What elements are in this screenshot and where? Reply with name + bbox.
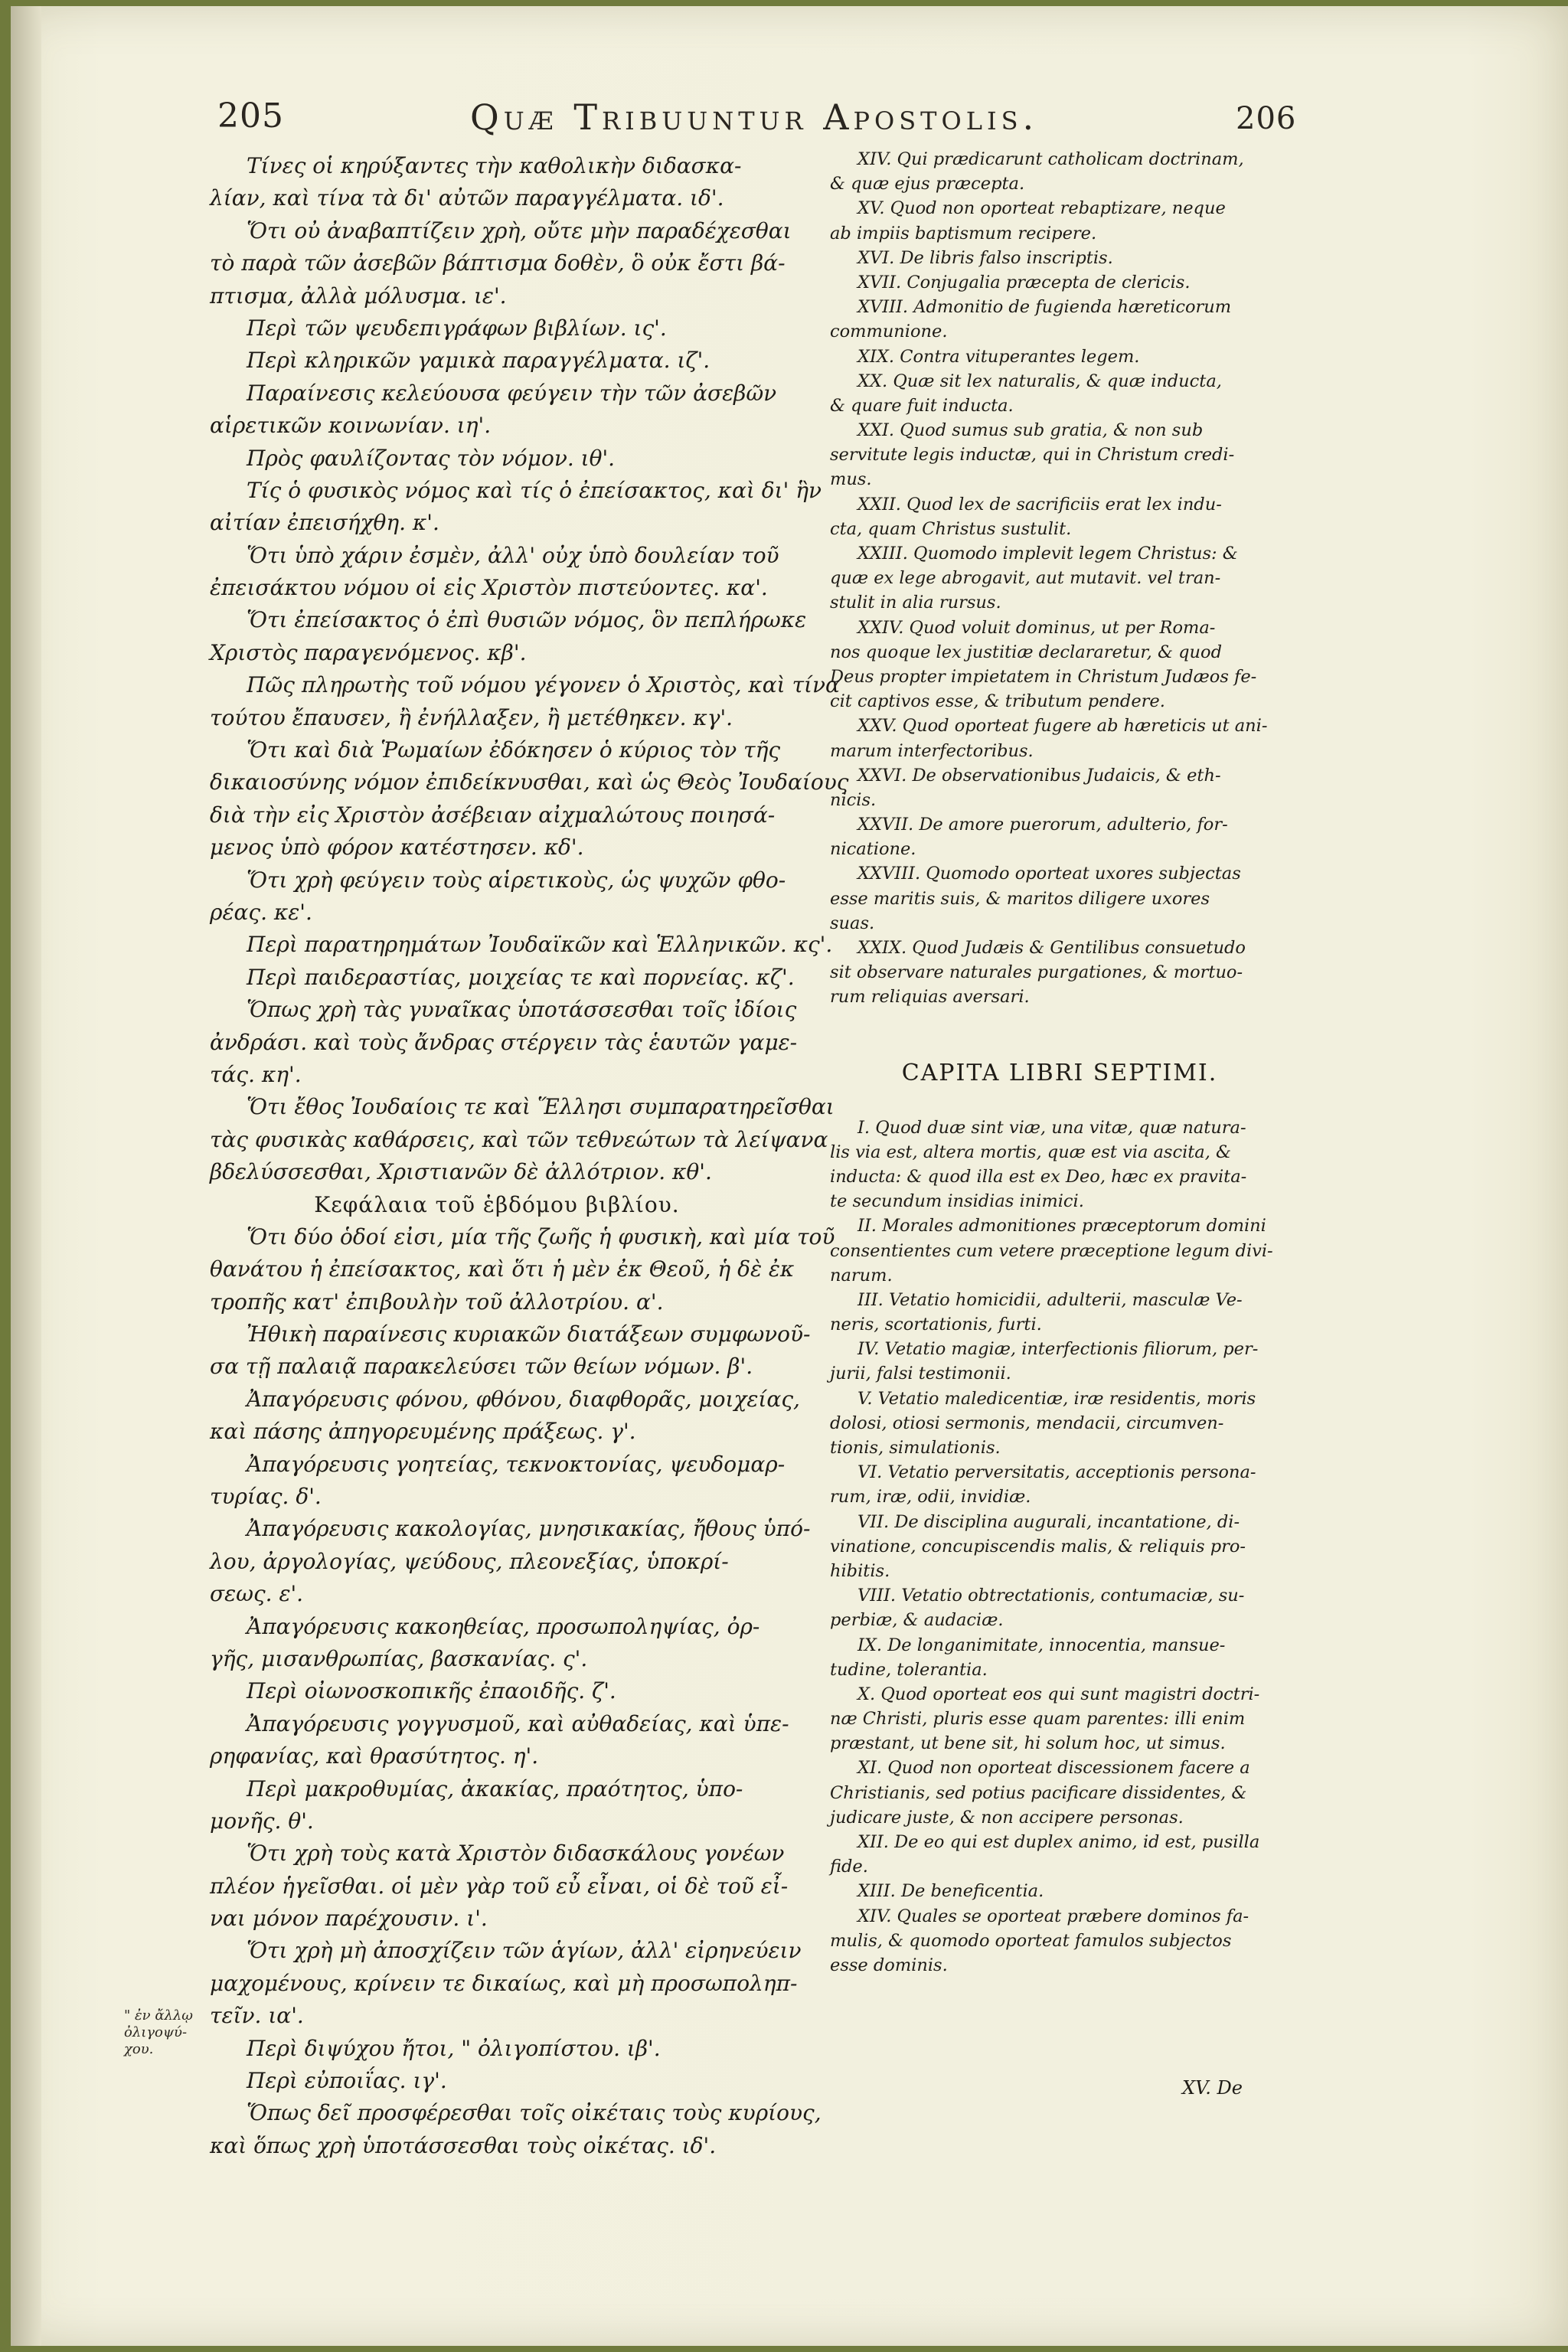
latin-line: nicis. — [830, 789, 877, 810]
latin-line: mulis, & quomodo oporteat famulos subjectos — [830, 1930, 1232, 1951]
greek-line: Παραίνεσις κελεύουσα φεύγειν τὴν τῶν ἀσεβῶν — [247, 380, 777, 406]
latin-line: te secundum insidias inimici. — [830, 1191, 1084, 1212]
latin-line: cit captivos esse, & tributum pendere. — [830, 691, 1165, 712]
greek-line: καὶ ὅπως χρὴ ὑποτάσσεσθαι τοὺς οἰκέτας. ιδ'. — [210, 2132, 717, 2158]
greek-line: πτισμα, ἀλλὰ μόλυσμα. ιε'. — [210, 283, 507, 309]
latin-line: XXVI. De observationibus Judaicis, & eth- — [858, 765, 1221, 786]
greek-line: Ὅτι ἐπείσακτος ὁ ἐπὶ θυσιῶν νόμος, ὃν πεπλήρωκε — [247, 607, 807, 633]
latin-line: II. Morales admonitiones præceptorum domini — [858, 1216, 1266, 1236]
greek-line: Περὶ παρατηρημάτων Ἰουδαϊκῶν καὶ Ἑλληνικῶν. κς'. — [247, 932, 833, 958]
greek-line: θανάτου ἡ ἐπείσακτος, καὶ ὅτι ἡ μὲν ἐκ Θεοῦ, ἡ δὲ ἐκ — [210, 1256, 795, 1282]
latin-line: I. Quod duæ sint viæ, una vitæ, quæ natura- — [858, 1117, 1246, 1138]
latin-line: præstant, ut bene sit, hi solum hoc, ut simus. — [830, 1733, 1226, 1754]
latin-line: sit observare naturales purgationes, & mortuo- — [830, 962, 1243, 983]
latin-line: XXII. Quod lex de sacrificiis erat lex indu- — [858, 494, 1222, 514]
running-header — [217, 89, 1297, 138]
greek-line: Ὅτι δύο ὁδοί εἰσι, μία τῆς ζωῆς ἡ φυσικὴ, καὶ μία τοῦ — [247, 1223, 835, 1250]
latin-line: XXVII. De amore puerorum, adulterio, for- — [858, 815, 1228, 835]
latin-line: XX. Quæ sit lex naturalis, & quæ inducta, — [858, 371, 1222, 391]
greek-line: Περὶ εὐποιΐας. ιγ'. — [247, 2068, 447, 2094]
latin-line: communione. — [830, 322, 948, 342]
latin-line: tionis, simulationis. — [830, 1438, 1001, 1458]
greek-line: Ὅτι χρὴ μὴ ἀποσχίζειν τῶν ἁγίων, ἀλλ' εἰρηνεύειν — [247, 1938, 802, 1964]
greek-line: Ἀπαγόρευσις κακολογίας, μνησικακίας, ἤθους ὑπό- — [247, 1516, 811, 1542]
section-gap — [830, 1010, 1274, 1047]
book-page — [11, 6, 1568, 2346]
running-title: Quæ Tribuuntur Apostolis. — [470, 96, 1039, 138]
greek-line: μαχομένους, κρίνειν τε δικαίως, καὶ μὴ προσωποληπ- — [210, 1970, 798, 1996]
section-gap — [830, 1100, 1274, 1116]
greek-line: Ὅτι χρὴ τοὺς κατὰ Χριστὸν διδασκάλους γονέων — [247, 1841, 785, 1867]
latin-line: rum, iræ, odii, invidiæ. — [830, 1487, 1031, 1508]
left-page-number: 205 — [217, 96, 284, 136]
greek-line: σα τῇ παλαιᾷ παρακελεύσει τῶν θείων νόμων. β'. — [210, 1354, 753, 1380]
greek-line: τὰς φυσικὰς καθάρσεις, καὶ τῶν τεθνεώτων τὰ λείψανα — [210, 1126, 828, 1152]
greek-line: καὶ πάσης ἀπηγορευμένης πράξεως. γ'. — [210, 1419, 636, 1445]
greek-line: αἱρετικῶν κοινωνίαν. ιη'. — [210, 413, 492, 439]
greek-line: Χριστὸς παραγενόμενος. κβ'. — [210, 639, 527, 665]
latin-line: V. Vetatio maledicentiæ, iræ residentis, moris — [858, 1388, 1256, 1409]
greek-line: Περὶ διψύχου ἤτοι, " ὀλιγοπίστου. ιβ'. — [247, 2035, 661, 2061]
greek-line: Ὅτι καὶ διὰ Ῥωμαίων ἐδόκησεν ὁ κύριος τὸν τῆς — [247, 737, 781, 763]
greek-line: Ἀπαγόρευσις κακοηθείας, προσωποληψίας, ὀρ- — [247, 1613, 760, 1639]
latin-column — [830, 147, 1274, 1978]
greek-line: μενος ὑπὸ φόρον κατέστησεν. κδ'. — [210, 835, 584, 861]
greek-line: αἰτίαν ἐπεισήχθη. κ'. — [210, 510, 439, 536]
greek-line: Περὶ παιδεραστίας, μοιχείας τε καὶ πορνείας. κζ'. — [247, 964, 795, 990]
latin-line: XVII. Conjugalia præcepta de clericis. — [858, 272, 1191, 292]
latin-line: nicatione. — [830, 839, 916, 860]
greek-line: τούτου ἔπαυσεν, ἢ ἐνήλλαξεν, ἢ μετέθηκεν. κγ'. — [210, 704, 733, 730]
latin-line: esse maritis suis, & maritos diligere uxores — [830, 888, 1210, 909]
latin-line: & quare fuit inducta. — [830, 395, 1014, 416]
latin-line: narum. — [830, 1265, 893, 1285]
latin-line: XIV. Quales se oporteat præbere dominos fa- — [858, 1906, 1250, 1926]
latin-line: XV. Quod non oporteat rebaptizare, neque — [858, 198, 1226, 219]
greek-line: δικαιοσύνης νόμον ἐπιδείκνυσθαι, καὶ ὡς Θεὸς Ἰουδαίους — [210, 769, 849, 795]
greek-line: Ὅπως δεῖ προσφέρεσθαι τοῖς οἰκέταις τοὺς κυρίους, — [247, 2100, 822, 2126]
latin-line: servitute legis inductæ, qui in Christum credi- — [830, 445, 1235, 466]
greek-line: Περὶ μακροθυμίας, ἀκακίας, πραότητος, ὑπο- — [247, 1775, 743, 1802]
greek-line: διὰ τὴν εἰς Χριστὸν ἀσέβειαν αἰχμαλώτους ποιησά- — [210, 802, 776, 828]
latin-line: XXIX. Quod Judæis & Gentilibus consuetudo — [858, 938, 1246, 958]
latin-line: IV. Vetatio magiæ, interfectionis filiorum, per- — [858, 1339, 1259, 1360]
greek-line: σεως. ε'. — [210, 1581, 304, 1607]
latin-line: XI. Quod non oporteat discessionem facere a — [858, 1758, 1250, 1779]
greek-line: Ἠθικὴ παραίνεσις κυριακῶν διατάξεων συμφωνοῦ- — [247, 1321, 811, 1348]
margin-note-line: χου. — [124, 2041, 154, 2057]
greek-line: Τίς ὁ φυσικὸς νόμος καὶ τίς ὁ ἐπείσακτος, καὶ δι' ἣν — [247, 477, 822, 503]
latin-line: & quæ ejus præcepta. — [830, 174, 1025, 194]
latin-line: dolosi, otiosi sermonis, mendacii, circumven- — [830, 1413, 1224, 1433]
greek-line: Περὶ κληρικῶν γαμικὰ παραγγέλματα. ιζ'. — [247, 348, 710, 374]
greek-line: Ὅτι χρὴ φεύγειν τοὺς αἱρετικοὺς, ὡς ψυχῶν φθο- — [247, 867, 786, 893]
margin-note-line: " ἐν ἄλλῳ — [124, 2007, 193, 2024]
latin-line: XIII. De beneficentia. — [858, 1881, 1044, 1902]
greek-line: μονῆς. θ'. — [210, 1808, 314, 1834]
latin-line: vinatione, concupiscendis malis, & reliquis pro- — [830, 1536, 1246, 1557]
latin-line: mus. — [830, 469, 872, 490]
latin-line: ab impiis baptismum recipere. — [830, 223, 1097, 243]
latin-line: Deus propter impietatem in Christum Judæos fe- — [830, 666, 1257, 687]
latin-line: lis via est, altera mortis, quæ est via ascita, & — [830, 1142, 1232, 1162]
latin-line: VII. De disciplina augurali, incantatione, di- — [858, 1511, 1240, 1532]
greek-line: Πρὸς φαυλίζοντας τὸν νόμον. ιθ'. — [247, 445, 616, 471]
latin-line: neris, scortationis, furti. — [830, 1315, 1042, 1335]
greek-line: Τίνες οἱ κηρύξαντες τὴν καθολικὴν διδασκα- — [247, 153, 742, 178]
latin-line: VI. Vetatio perversitatis, acceptionis persona- — [858, 1462, 1256, 1483]
greek-line: γῆς, μισανθρωπίας, βασκανίας. ς'. — [210, 1645, 588, 1671]
margin-note-line: ὀλιγοψύ- — [124, 2024, 188, 2040]
latin-line: consentientes cum vetere præceptione legum divi- — [830, 1240, 1273, 1261]
latin-line: VIII. Vetatio obtrectationis, contumaciæ, su- — [858, 1586, 1245, 1606]
greek-line: ρηφανίας, καὶ θρασύτητος. η'. — [210, 1743, 539, 1769]
greek-line: Ὅτι ἔθος Ἰουδαίοις τε καὶ Ἕλλησι συμπαρατηρεῖσθαι — [247, 1094, 835, 1120]
latin-line: nos quoque lex justitiæ declararetur, & quod — [830, 642, 1222, 662]
latin-line: XVIII. Admonitio de fugienda hæreticorum — [858, 297, 1232, 318]
latin-line: hibitis. — [830, 1560, 890, 1581]
latin-line: III. Vetatio homicidii, adulterii, masculæ Ve- — [858, 1289, 1243, 1310]
latin-line: XXV. Quod oporteat fugere ab hæreticis ut ani- — [858, 716, 1268, 737]
greek-line: Κεφάλαια τοῦ ἑβδόμου βιβλίου. — [314, 1191, 680, 1217]
page-gutter — [11, 6, 41, 2346]
latin-line: XXVIII. Quomodo oporteat uxores subjectas — [858, 864, 1241, 884]
latin-line: IX. De longanimitate, innocentia, mansue- — [858, 1635, 1226, 1655]
greek-line: πλέον ἡγεῖσθαι. οἱ μὲν γὰρ τοῦ εὖ εἶναι, οἱ δὲ τοῦ εἶ- — [210, 1873, 789, 1899]
latin-line: stulit in alia rursus. — [830, 593, 1001, 613]
greek-line: τυρίας. δ'. — [210, 1484, 322, 1510]
greek-line: βδελύσσεσθαι, Χριστιανῶν δὲ ἀλλότριον. κθ'. — [210, 1159, 712, 1185]
greek-line: Ἀπαγόρευσις γοητείας, τεκνοκτονίας, ψευδομαρ- — [247, 1451, 786, 1477]
latin-line: suas. — [830, 913, 875, 933]
latin-line: perbiæ, & audaciæ. — [830, 1610, 1004, 1631]
right-page-number: 206 — [1236, 101, 1297, 136]
latin-line: Christianis, sed potius pacificare dissidentes, & — [830, 1782, 1247, 1803]
greek-line: Περὶ τῶν ψευδεπιγράφων βιβλίων. ις'. — [247, 315, 667, 341]
latin-line: marum interfectoribus. — [830, 740, 1034, 761]
catchword: XV. De — [1182, 2077, 1243, 2099]
latin-line: XVI. De libris falso inscriptis. — [858, 247, 1113, 268]
latin-line: XIV. Qui prædicarunt catholicam doctrinam, — [858, 149, 1244, 169]
latin-line: judicare juste, & non accipere personas. — [830, 1807, 1184, 1828]
latin-line: tudine, tolerantia. — [830, 1659, 988, 1680]
greek-line: τροπῆς κατ' ἐπιβουλὴν τοῦ ἀλλοτρίου. α'. — [210, 1289, 664, 1315]
greek-line: Ἀπαγόρευσις φόνου, φθόνου, διαφθορᾶς, μοιχείας, — [247, 1386, 800, 1412]
greek-line: Ὅτι ὑπὸ χάριν ἐσμὲν, ἀλλ' οὐχ ὑπὸ δουλείαν τοῦ — [247, 542, 779, 568]
greek-line: Ὅπως χρὴ τὰς γυναῖκας ὑποτάσσεσθαι τοῖς ἰδίοις — [247, 997, 797, 1023]
greek-line: τὸ παρὰ τῶν ἀσεβῶν βάπτισμα δοθὲν, ὃ οὐκ ἔστι βά- — [210, 250, 786, 276]
greek-line: Ὅτι οὐ ἀναβαπτίζειν χρὴ, οὔτε μὴν παραδέχεσθαι — [247, 217, 792, 243]
latin-line: XIX. Contra vituperantes legem. — [858, 346, 1140, 367]
greek-line: Ἀπαγόρευσις γογγυσμοῦ, καὶ αὐθαδείας, καὶ ὑπε- — [247, 1710, 789, 1736]
latin-line: næ Christi, pluris esse quam parentes: illi enim — [830, 1709, 1246, 1730]
latin-line: jurii, falsi testimonii. — [830, 1364, 1011, 1384]
latin-line: fide. — [830, 1857, 868, 1877]
greek-line: λίαν, καὶ τίνα τὰ δι' αὐτῶν παραγγέλματα. ιδ'. — [210, 185, 724, 211]
greek-line: ἀνδράσι. καὶ τοὺς ἄνδρας στέργειν τὰς ἑαυτῶν γαμε- — [210, 1029, 798, 1055]
latin-line: XII. De eo qui est duplex animo, id est, pusilla — [858, 1832, 1260, 1852]
latin-line: cta, quam Christus sustulit. — [830, 518, 1072, 539]
section-heading: CAPITA LIBRI SEPTIMI. — [901, 1059, 1218, 1086]
greek-line: ρέας. κε'. — [210, 899, 312, 925]
greek-line: Περὶ οἰωνοσκοπικῆς ἐπαοιδῆς. ζ'. — [247, 1678, 616, 1704]
greek-line: λου, ἀργολογίας, ψεύδους, πλεονεξίας, ὑποκρί- — [210, 1548, 729, 1574]
greek-line: ἐπεισάκτου νόμου οἱ εἰς Χριστὸν πιστεύοντες. κα'. — [210, 575, 768, 601]
greek-line: ναι μόνον παρέχουσιν. ι'. — [210, 1906, 488, 1932]
latin-line: quæ ex lege abrogavit, aut mutavit. vel tran- — [830, 568, 1221, 589]
latin-line: XXIV. Quod voluit dominus, ut per Roma- — [858, 617, 1216, 638]
greek-line: τεῖν. ια'. — [210, 2003, 304, 2029]
latin-line: XXI. Quod sumus sub gratia, & non sub — [858, 420, 1204, 441]
greek-line: τάς. κη'. — [210, 1061, 302, 1087]
latin-line: esse dominis. — [830, 1955, 948, 1975]
latin-line: XXIII. Quomodo implevit legem Christus: & — [858, 544, 1238, 564]
greek-line: Πῶς πληρωτὴς τοῦ νόμου γέγονεν ὁ Χριστὸς, καὶ τίνα — [247, 672, 840, 698]
margin-note — [124, 2007, 208, 2058]
latin-line: inducta: & quod illa est ex Deo, hæc ex pravita- — [830, 1166, 1247, 1187]
latin-line: X. Quod oporteat eos qui sunt magistri doctri- — [858, 1684, 1260, 1704]
latin-line: rum reliquias aversari. — [830, 987, 1030, 1008]
